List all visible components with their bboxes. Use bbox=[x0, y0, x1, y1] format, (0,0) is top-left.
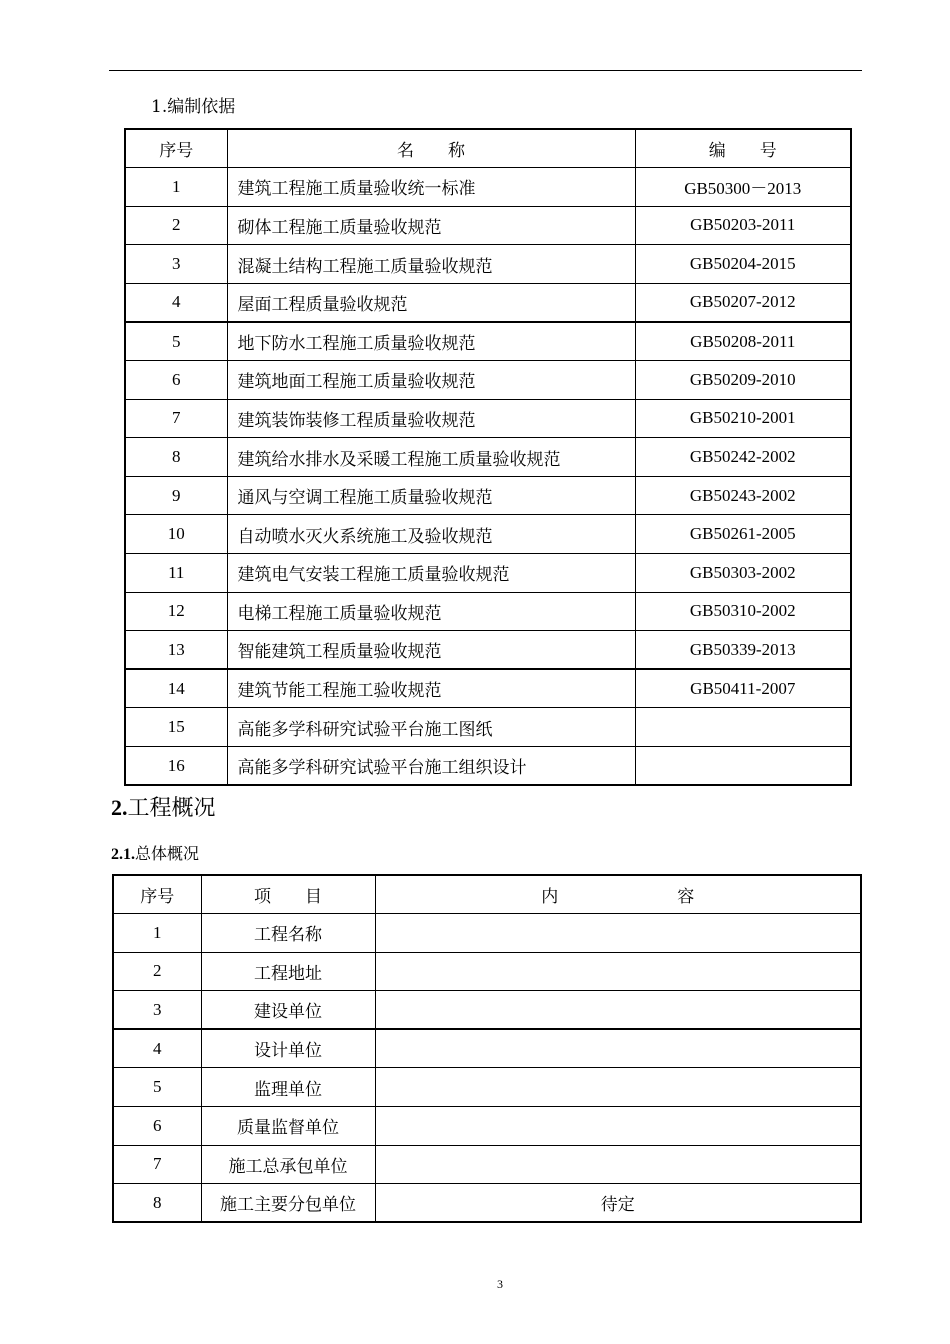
row-item: 建设单位 bbox=[201, 991, 375, 1030]
section-title-overview bbox=[111, 795, 216, 822]
table-row bbox=[113, 914, 861, 953]
row-content bbox=[375, 1107, 861, 1146]
table-row bbox=[113, 1107, 861, 1146]
table-row bbox=[125, 399, 851, 438]
row-item: 工程名称 bbox=[201, 914, 375, 953]
table-row bbox=[113, 1029, 861, 1068]
row-no: 3 bbox=[113, 991, 201, 1030]
row-no: 16 bbox=[125, 747, 227, 786]
subsection-title-general bbox=[111, 844, 199, 865]
row-code: GB50203-2011 bbox=[635, 206, 851, 245]
section-title-basis: 1.编制依据 bbox=[151, 97, 236, 117]
row-code: GB50242-2002 bbox=[635, 438, 851, 477]
row-item: 工程地址 bbox=[201, 952, 375, 991]
row-no: 6 bbox=[125, 361, 227, 400]
row-no: 4 bbox=[125, 283, 227, 322]
row-no: 1 bbox=[125, 168, 227, 207]
overview-table bbox=[112, 874, 862, 1223]
row-no: 9 bbox=[125, 476, 227, 515]
row-no: 3 bbox=[125, 245, 227, 284]
row-name: 高能多学科研究试验平台施工组织设计 bbox=[227, 747, 635, 786]
row-code: GB50310-2002 bbox=[635, 592, 851, 631]
section-text: 工程概况 bbox=[127, 796, 216, 821]
header-no: 序号 bbox=[113, 875, 201, 914]
row-no: 5 bbox=[113, 1068, 201, 1107]
table-row bbox=[125, 283, 851, 322]
row-no: 6 bbox=[113, 1107, 201, 1146]
row-name: 建筑装饰装修工程质量验收规范 bbox=[227, 399, 635, 438]
page-number: 3 bbox=[497, 1277, 503, 1291]
row-content bbox=[375, 1068, 861, 1107]
row-content bbox=[375, 991, 861, 1030]
table-header-row bbox=[113, 875, 861, 914]
table-header-row bbox=[125, 129, 851, 168]
row-no: 1 bbox=[113, 914, 201, 953]
row-name: 砌体工程施工质量验收规范 bbox=[227, 206, 635, 245]
row-content bbox=[375, 914, 861, 953]
row-code: GB50300－2013 bbox=[635, 168, 851, 207]
header-item: 项 目 bbox=[201, 875, 375, 914]
row-no: 8 bbox=[125, 438, 227, 477]
table-row bbox=[113, 1184, 861, 1223]
row-no: 5 bbox=[125, 322, 227, 361]
table-row bbox=[125, 631, 851, 670]
row-name: 建筑给水排水及采暖工程施工质量验收规范 bbox=[227, 438, 635, 477]
header-name: 名 称 bbox=[227, 129, 635, 168]
table-row bbox=[125, 361, 851, 400]
row-content bbox=[375, 952, 861, 991]
row-content: 待定 bbox=[375, 1184, 861, 1223]
row-name: 电梯工程施工质量验收规范 bbox=[227, 592, 635, 631]
row-code bbox=[635, 747, 851, 786]
row-name: 高能多学科研究试验平台施工图纸 bbox=[227, 708, 635, 747]
row-name: 通风与空调工程施工质量验收规范 bbox=[227, 476, 635, 515]
row-no: 8 bbox=[113, 1184, 201, 1223]
row-content bbox=[375, 1029, 861, 1068]
table-row bbox=[125, 245, 851, 284]
row-code: GB50243-2002 bbox=[635, 476, 851, 515]
row-no: 12 bbox=[125, 592, 227, 631]
row-code: GB50303-2002 bbox=[635, 554, 851, 593]
row-item: 设计单位 bbox=[201, 1029, 375, 1068]
table-row bbox=[125, 206, 851, 245]
row-no: 7 bbox=[125, 399, 227, 438]
row-no: 2 bbox=[113, 952, 201, 991]
row-no: 13 bbox=[125, 631, 227, 670]
table-row bbox=[113, 991, 861, 1030]
header-code: 编 号 bbox=[635, 129, 851, 168]
table-row bbox=[113, 1145, 861, 1184]
row-no: 10 bbox=[125, 515, 227, 554]
row-code bbox=[635, 708, 851, 747]
row-no: 4 bbox=[113, 1029, 201, 1068]
subsection-text: 总体概况 bbox=[135, 844, 200, 863]
row-code: GB50210-2001 bbox=[635, 399, 851, 438]
row-no: 11 bbox=[125, 554, 227, 593]
table-row bbox=[125, 476, 851, 515]
row-no: 14 bbox=[125, 669, 227, 708]
row-code: GB50204-2015 bbox=[635, 245, 851, 284]
header-content: 内 容 bbox=[375, 875, 861, 914]
subsection-number: 2.1. bbox=[111, 846, 135, 863]
table-row bbox=[125, 669, 851, 708]
table-row bbox=[125, 515, 851, 554]
row-name: 建筑节能工程施工验收规范 bbox=[227, 669, 635, 708]
row-code: GB50261-2005 bbox=[635, 515, 851, 554]
basis-table bbox=[124, 128, 852, 786]
row-no: 15 bbox=[125, 708, 227, 747]
row-code: GB50411-2007 bbox=[635, 669, 851, 708]
header-rule bbox=[109, 70, 862, 71]
row-item: 施工主要分包单位 bbox=[201, 1184, 375, 1223]
section-number: 2. bbox=[111, 795, 128, 820]
table-row bbox=[125, 747, 851, 786]
row-name: 自动喷水灭火系统施工及验收规范 bbox=[227, 515, 635, 554]
row-name: 建筑地面工程施工质量验收规范 bbox=[227, 361, 635, 400]
row-no: 7 bbox=[113, 1145, 201, 1184]
row-name: 混凝土结构工程施工质量验收规范 bbox=[227, 245, 635, 284]
table-row bbox=[113, 1068, 861, 1107]
table-row bbox=[125, 592, 851, 631]
row-code: GB50339-2013 bbox=[635, 631, 851, 670]
row-item: 监理单位 bbox=[201, 1068, 375, 1107]
row-code: GB50207-2012 bbox=[635, 283, 851, 322]
table-row bbox=[125, 554, 851, 593]
row-code: GB50209-2010 bbox=[635, 361, 851, 400]
row-name: 地下防水工程施工质量验收规范 bbox=[227, 322, 635, 361]
row-item: 施工总承包单位 bbox=[201, 1145, 375, 1184]
header-no: 序号 bbox=[125, 129, 227, 168]
table-row bbox=[125, 322, 851, 361]
row-content bbox=[375, 1145, 861, 1184]
row-code: GB50208-2011 bbox=[635, 322, 851, 361]
row-name: 屋面工程质量验收规范 bbox=[227, 283, 635, 322]
row-name: 智能建筑工程质量验收规范 bbox=[227, 631, 635, 670]
table-row bbox=[125, 438, 851, 477]
row-item: 质量监督单位 bbox=[201, 1107, 375, 1146]
row-name: 建筑电气安装工程施工质量验收规范 bbox=[227, 554, 635, 593]
table-row bbox=[113, 952, 861, 991]
table-row bbox=[125, 168, 851, 207]
row-no: 2 bbox=[125, 206, 227, 245]
row-name: 建筑工程施工质量验收统一标准 bbox=[227, 168, 635, 207]
table-row bbox=[125, 708, 851, 747]
